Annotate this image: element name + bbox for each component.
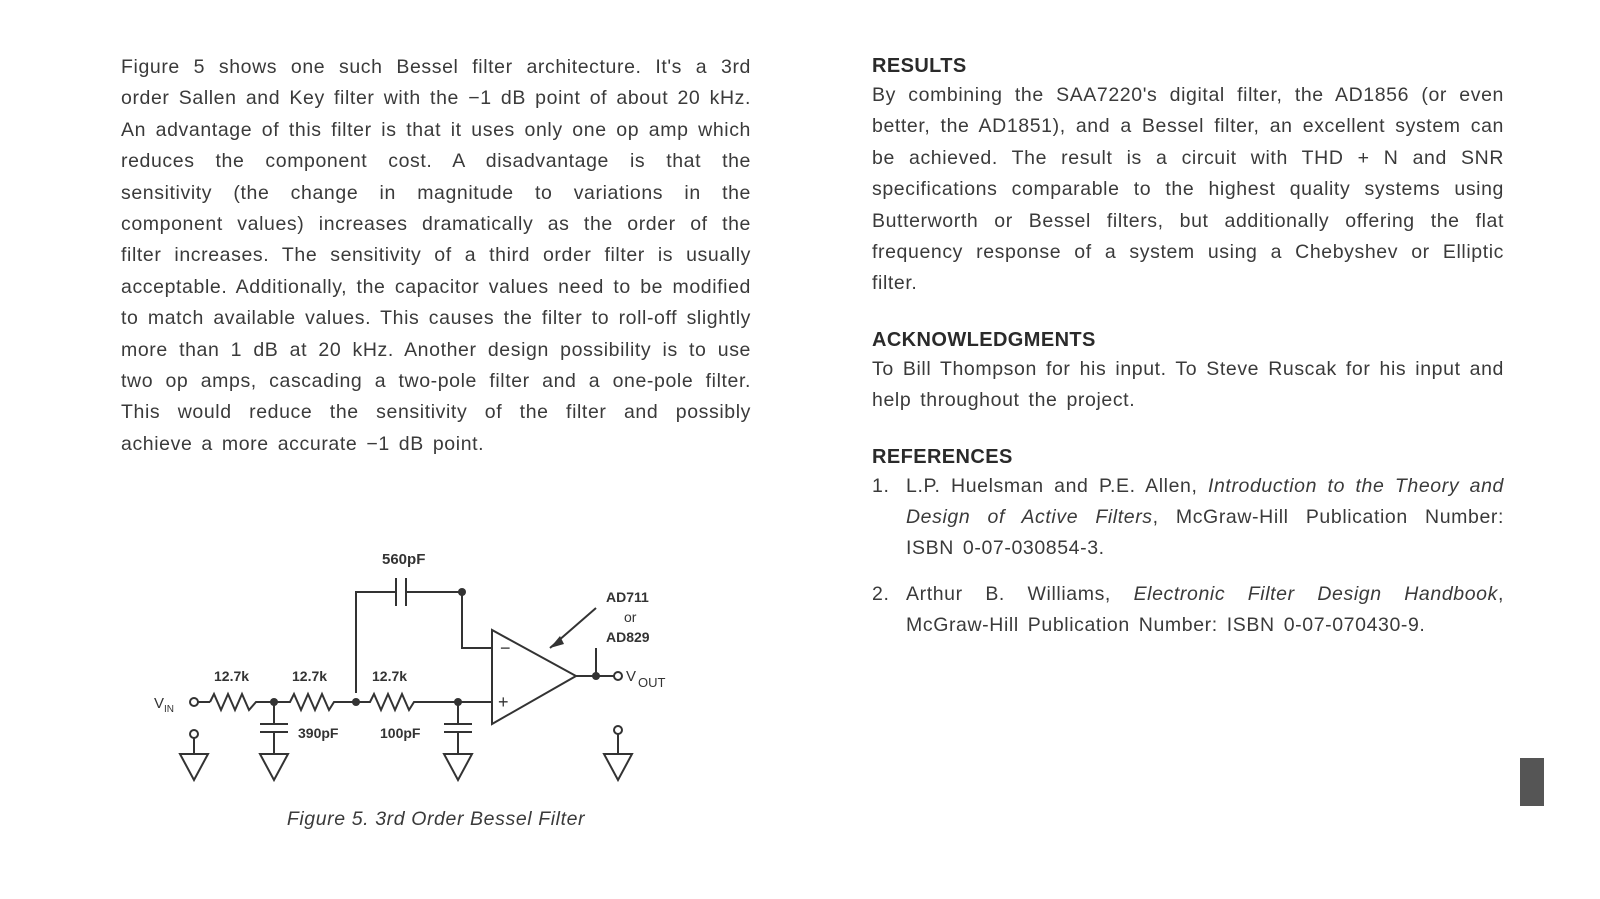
acknowledgments-text: To Bill Thompson for his input. To Steve Ruscak for his input and help throughout the project. [872,357,1504,412]
reference-title: Introduction to the Theory and Design of Active Filters [906,474,1505,529]
references-list [872,471,1504,642]
references-heading: REFERENCES [872,445,1013,468]
results-heading: RESULTS [872,55,967,77]
reference-number: 1. [872,474,890,497]
reference-publication: , McGraw-Hill Publication Number: ISBN 0-07-030854-3. [906,506,1504,560]
cap-feedback-label: 560pF [382,551,426,568]
reference-publication: , McGraw-Hill Publication Number: ISBN 0-07-070430-9. [906,582,1504,637]
opamp-label-line3: AD829 [606,629,650,645]
references-section [872,443,1504,642]
r2-label: 12.7k [292,668,328,684]
reference-authors: L.P. Huelsman and P.E. Allen, [906,474,1208,497]
opamp-minus-label: − [500,638,511,658]
r1-label: 12.7k [214,668,250,684]
ground-terminal [190,730,198,738]
resistor-r3 [356,694,458,710]
figure-5-schematic [150,548,690,788]
r3-label: 12.7k [372,668,408,684]
ground-icon [260,754,288,780]
reference-item [872,579,1504,642]
reference-authors: Arthur B. Williams, [906,582,1134,605]
acknowledgments-section [872,326,1504,417]
vout-label: V [626,668,637,685]
ground-icon [604,754,632,780]
opamp-label-line2: or [624,609,637,625]
ground-icon [444,754,472,780]
c2-label: 100pF [380,725,421,741]
vin-label: V [154,695,165,712]
vin-terminal [190,698,198,706]
opamp-label-line1: AD711 [606,589,649,605]
resistor-r1 [210,694,274,710]
ground-terminal [614,726,622,734]
reference-item [872,471,1504,565]
right-column [872,52,1504,668]
resistor-r2 [274,694,356,710]
page-tab-marker [1520,758,1544,806]
acknowledgments-heading: ACKNOWLEDGMENTS [872,328,1096,351]
c1-label: 390pF [298,725,339,741]
left-column [121,52,751,460]
reference-number: 2. [872,582,890,605]
vout-terminal [614,672,622,680]
junction-dot [458,588,466,596]
opamp-plus-label: + [498,692,509,712]
circuit-diagram [150,548,690,788]
body-paragraph: Figure 5 shows one such Bessel filter architecture. It's a 3rd order Sallen and Key filter with the −1 dB point of about 20 kHz. An advantage of this filter is that it uses only one op amp which reduces the component cost. A disadvantage is that the sensitivity (the change in magnitude to variations in the component values) increases dramatically as the order of the filter increases. The sensitivity of a third order filter is usually acceptable. Additionally, the capacitor values need to be modified to match available values. This causes the filter to roll-off slightly more than 1 dB at 20 kHz. Another design possibility is to use two op amps, cascading a two-pole filter and a one-pole filter. This would reduce the sensitivity of the filter and possibly achieve a more accurate −1 dB point. [121,56,751,455]
results-section [872,52,1504,300]
feedback-wire-right [406,592,492,648]
vin-subscript: IN [164,704,174,715]
vout-subscript: OUT [638,675,666,690]
ground-icon [180,754,208,780]
results-text: By combining the SAA7220's digital filter, the AD1856 (or even better, the AD1851), and a Bessel filter, an excellent system can be achieved. The result is a circuit with THD + N and SNR specifications comparable to the highest quality systems using Butterworth or Bessel filters, but additionally offering the flat frequency response of a system using a Chebyshev or Elliptic filter. [872,84,1504,295]
reference-title: Electronic Filter Design Handbook [1133,582,1498,605]
figure-caption: Figure 5. 3rd Order Bessel Filter [286,808,586,830]
